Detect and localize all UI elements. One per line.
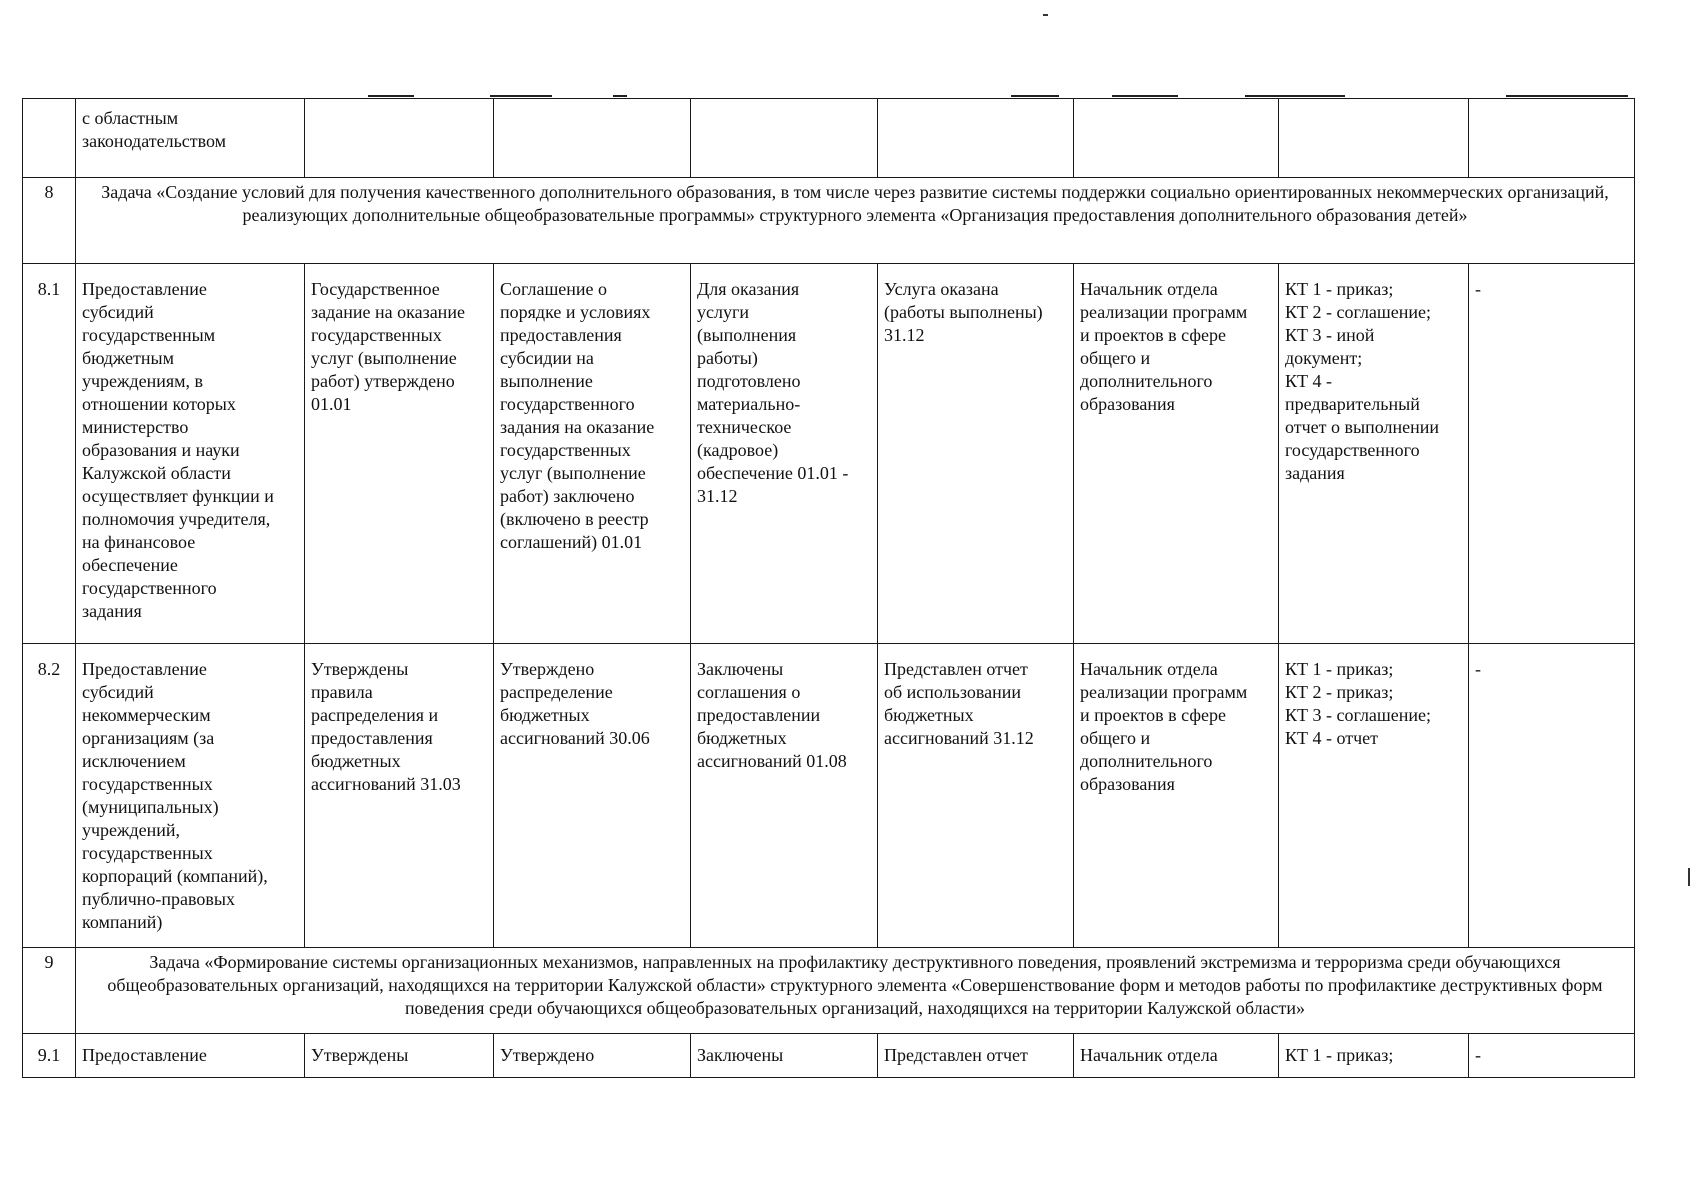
control-point-3-cell	[691, 99, 878, 178]
control-point-4-cell	[878, 99, 1074, 178]
control-point-4-cell	[878, 264, 1074, 644]
control-point-2-cell	[494, 99, 691, 178]
cell-text: Представлен отчет об использовании бюджетных ассигнований 31.12	[884, 659, 1034, 748]
note-cell	[1469, 99, 1635, 178]
row-number-cell: 8	[23, 178, 76, 264]
cell-text: с областным законодательством	[82, 108, 227, 151]
note-cell	[1469, 644, 1635, 948]
scan-artifact-line	[1011, 95, 1059, 97]
table-row	[23, 644, 1635, 948]
control-point-3-cell	[691, 644, 878, 948]
documents-cell	[1279, 644, 1469, 948]
cell-text: Предоставление субсидий некоммерческим организациям (за исключением государственных (муниципальных) учреждений, государственных корпораций (компаний), публично-правовых компаний)	[82, 659, 268, 932]
scan-artifact-line	[368, 95, 414, 97]
documents-cell	[1279, 99, 1469, 178]
cell-text: -	[1475, 659, 1481, 679]
control-point-4-cell	[878, 644, 1074, 948]
scan-artifact-line	[1506, 95, 1628, 97]
responsible-cell	[1074, 99, 1279, 178]
row-number-cell: 9	[23, 948, 76, 1034]
control-point-1-cell: Утверждены	[305, 1034, 494, 1078]
cell-text: Государственное задание на оказание государственных услуг (выполнение работ) утверждено 01.01	[311, 279, 465, 414]
control-point-1-cell	[305, 264, 494, 644]
cell-text: -	[1475, 279, 1481, 299]
table-row	[23, 1034, 1635, 1078]
scan-artifact-line	[490, 95, 552, 97]
cell-text: КТ 1 - приказ; КТ 2 - соглашение; КТ 3 - иной документ; КТ 4 - предварительный отчет о выполнении государственного задания	[1285, 279, 1440, 483]
cell-text: Заключены соглашения о предоставлении бюджетных ассигнований 01.08	[697, 659, 847, 771]
responsible-cell: Начальник отдела	[1074, 1034, 1279, 1078]
name-cell	[76, 644, 305, 948]
control-point-4-cell: Представлен отчет	[878, 1034, 1074, 1078]
cell-text: КТ 1 - приказ; КТ 2 - приказ; КТ 3 - соглашение; КТ 4 - отчет	[1285, 659, 1432, 748]
cell-text: Соглашение о порядке и условиях предоставления субсидии на выполнение государственного задания на оказание государственных услуг (выполнение работ) заключено (включено в реестр соглашений) 01.01	[500, 279, 655, 552]
scan-artifact-line	[1112, 95, 1178, 97]
table-row	[23, 264, 1635, 644]
documents-cell: КТ 1 - приказ;	[1279, 1034, 1469, 1078]
control-point-2-cell: Утверждено	[494, 1034, 691, 1078]
control-point-2-cell	[494, 644, 691, 948]
control-point-1-cell	[305, 99, 494, 178]
name-cell	[76, 99, 305, 178]
cell-text: Утверждены правила распределения и предоставления бюджетных ассигнований 31.03	[311, 659, 461, 794]
control-point-2-cell	[494, 264, 691, 644]
name-cell: Предоставление	[76, 1034, 305, 1078]
cell-text: Предоставление субсидий государственным бюджетным учреждениям, в отношении которых министерство образования и науки Калужской области осуществляет функции и полномочия учредителя, на финансовое обеспечение государственного задания	[82, 279, 274, 621]
control-points-table	[22, 98, 1635, 1078]
task-row	[23, 948, 1635, 1034]
control-point-3-cell	[691, 264, 878, 644]
note-cell	[1469, 264, 1635, 644]
cell-text: Для оказания услуги (выполнения работы) подготовлено материально- техническое (кадровое) обеспечение 01.01 - 31.12	[697, 279, 849, 506]
cell-text: Начальник отдела реализации программ и проектов в сфере общего и дополнительного образования	[1080, 279, 1248, 414]
responsible-cell	[1074, 644, 1279, 948]
row-number-cell	[23, 99, 76, 178]
cell-text: Утверждено распределение бюджетных ассигнований 30.06	[500, 659, 650, 748]
scan-artifact-line	[613, 95, 627, 97]
task-row	[23, 178, 1635, 264]
documents-cell	[1279, 264, 1469, 644]
responsible-cell	[1074, 264, 1279, 644]
row-number-cell: 8.1	[23, 264, 76, 644]
row-number-cell: 8.2	[23, 644, 76, 948]
name-cell	[76, 264, 305, 644]
cell-text: Начальник отдела реализации программ и проектов в сфере общего и дополнительного образования	[1080, 659, 1248, 794]
task-description-cell: Задача «Создание условий для получения качественного дополнительного образования, в том числе через развитие системы поддержки социально ориентированных некоммерческих организаций, реализующих дополнительные общеобразовательные программы» структурного элемента «Организация предоставления дополнительного образования детей»	[76, 178, 1635, 264]
note-cell: -	[1469, 1034, 1635, 1078]
control-point-3-cell: Заключены	[691, 1034, 878, 1078]
cell-text: Услуга оказана (работы выполнены) 31.12	[884, 279, 1043, 345]
scan-artifact-line	[1245, 95, 1345, 97]
scan-artifact-dot	[1043, 14, 1048, 16]
scan-artifact-tick	[1688, 868, 1690, 886]
row-number-cell: 9.1	[23, 1034, 76, 1078]
control-point-1-cell	[305, 644, 494, 948]
task-description-cell: Задача «Формирование системы организационных механизмов, направленных на профилактику деструктивного поведения, проявлений экстремизма и терроризма среди обучающихся общеобразовательных организаций, находящихся на территории Калужской области» структурного элемента «Совершенствование форм и методов работы по профилактике деструктивных форм поведения среди обучающихся общеобразовательных организаций, находящихся на территории Калужской области»	[76, 948, 1635, 1034]
table-row	[23, 99, 1635, 178]
